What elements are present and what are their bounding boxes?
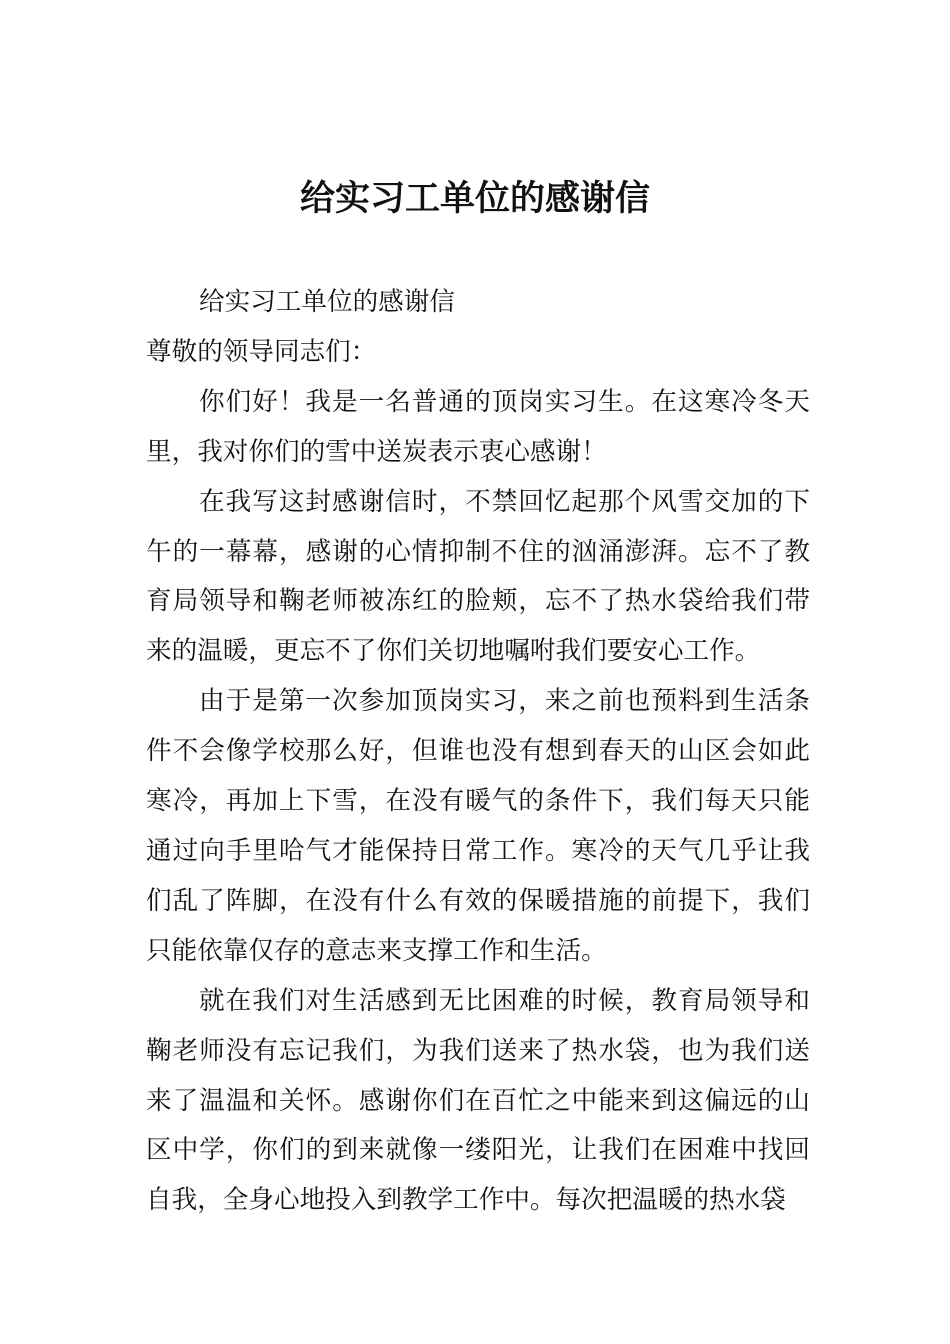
paragraph-greeting: 你们好！我是一名普通的顶岗实习生。在这寒冷冬天里，我对你们的雪中送炭表示衷心感谢！ — [146, 386, 810, 467]
document-body — [146, 278, 810, 1226]
document-title: 给实习工单位的感谢信 — [299, 179, 650, 219]
paragraph-conditions: 由于是第一次参加顶岗实习，来之前也预料到生活条件不会像学校那么好，但谁也没有想到春天的山区会如此寒冷，再加上下雪，在没有暖气的条件下，我们每天只能通过向手里哈气才能保持日常工作。寒冷的天气几乎让我们乱了阵脚，在没有什么有效的保暖措施的前提下，我们只能依靠仅存的意志来支撑工作和生活。 — [146, 686, 810, 966]
salutation: 尊敬的领导同志们： — [146, 336, 377, 367]
paragraph-gratitude: 就在我们对生活感到无比困难的时候，教育局领导和鞠老师没有忘记我们，为我们送来了热水袋，也为我们送来了温温和关怀。感谢你们在百忙之中能来到这偏远的山区中学，你们的到来就像一缕阳光，让我们在困难中找回自我，全身心地投入到教学工作中。每次把温暖的热水袋 — [146, 985, 810, 1216]
paragraph-memory: 在我写这封感谢信时，不禁回忆起那个风雪交加的下午的一幕幕，感谢的心情抑制不住的汹涌澎湃。忘不了教育局领导和鞠老师被冻红的脸颊，忘不了热水袋给我们带来的温暖，更忘不了你们关切地嘱咐我们要安心工作。 — [146, 486, 810, 667]
inner-title-line: 给实习工单位的感谢信 — [199, 287, 455, 317]
